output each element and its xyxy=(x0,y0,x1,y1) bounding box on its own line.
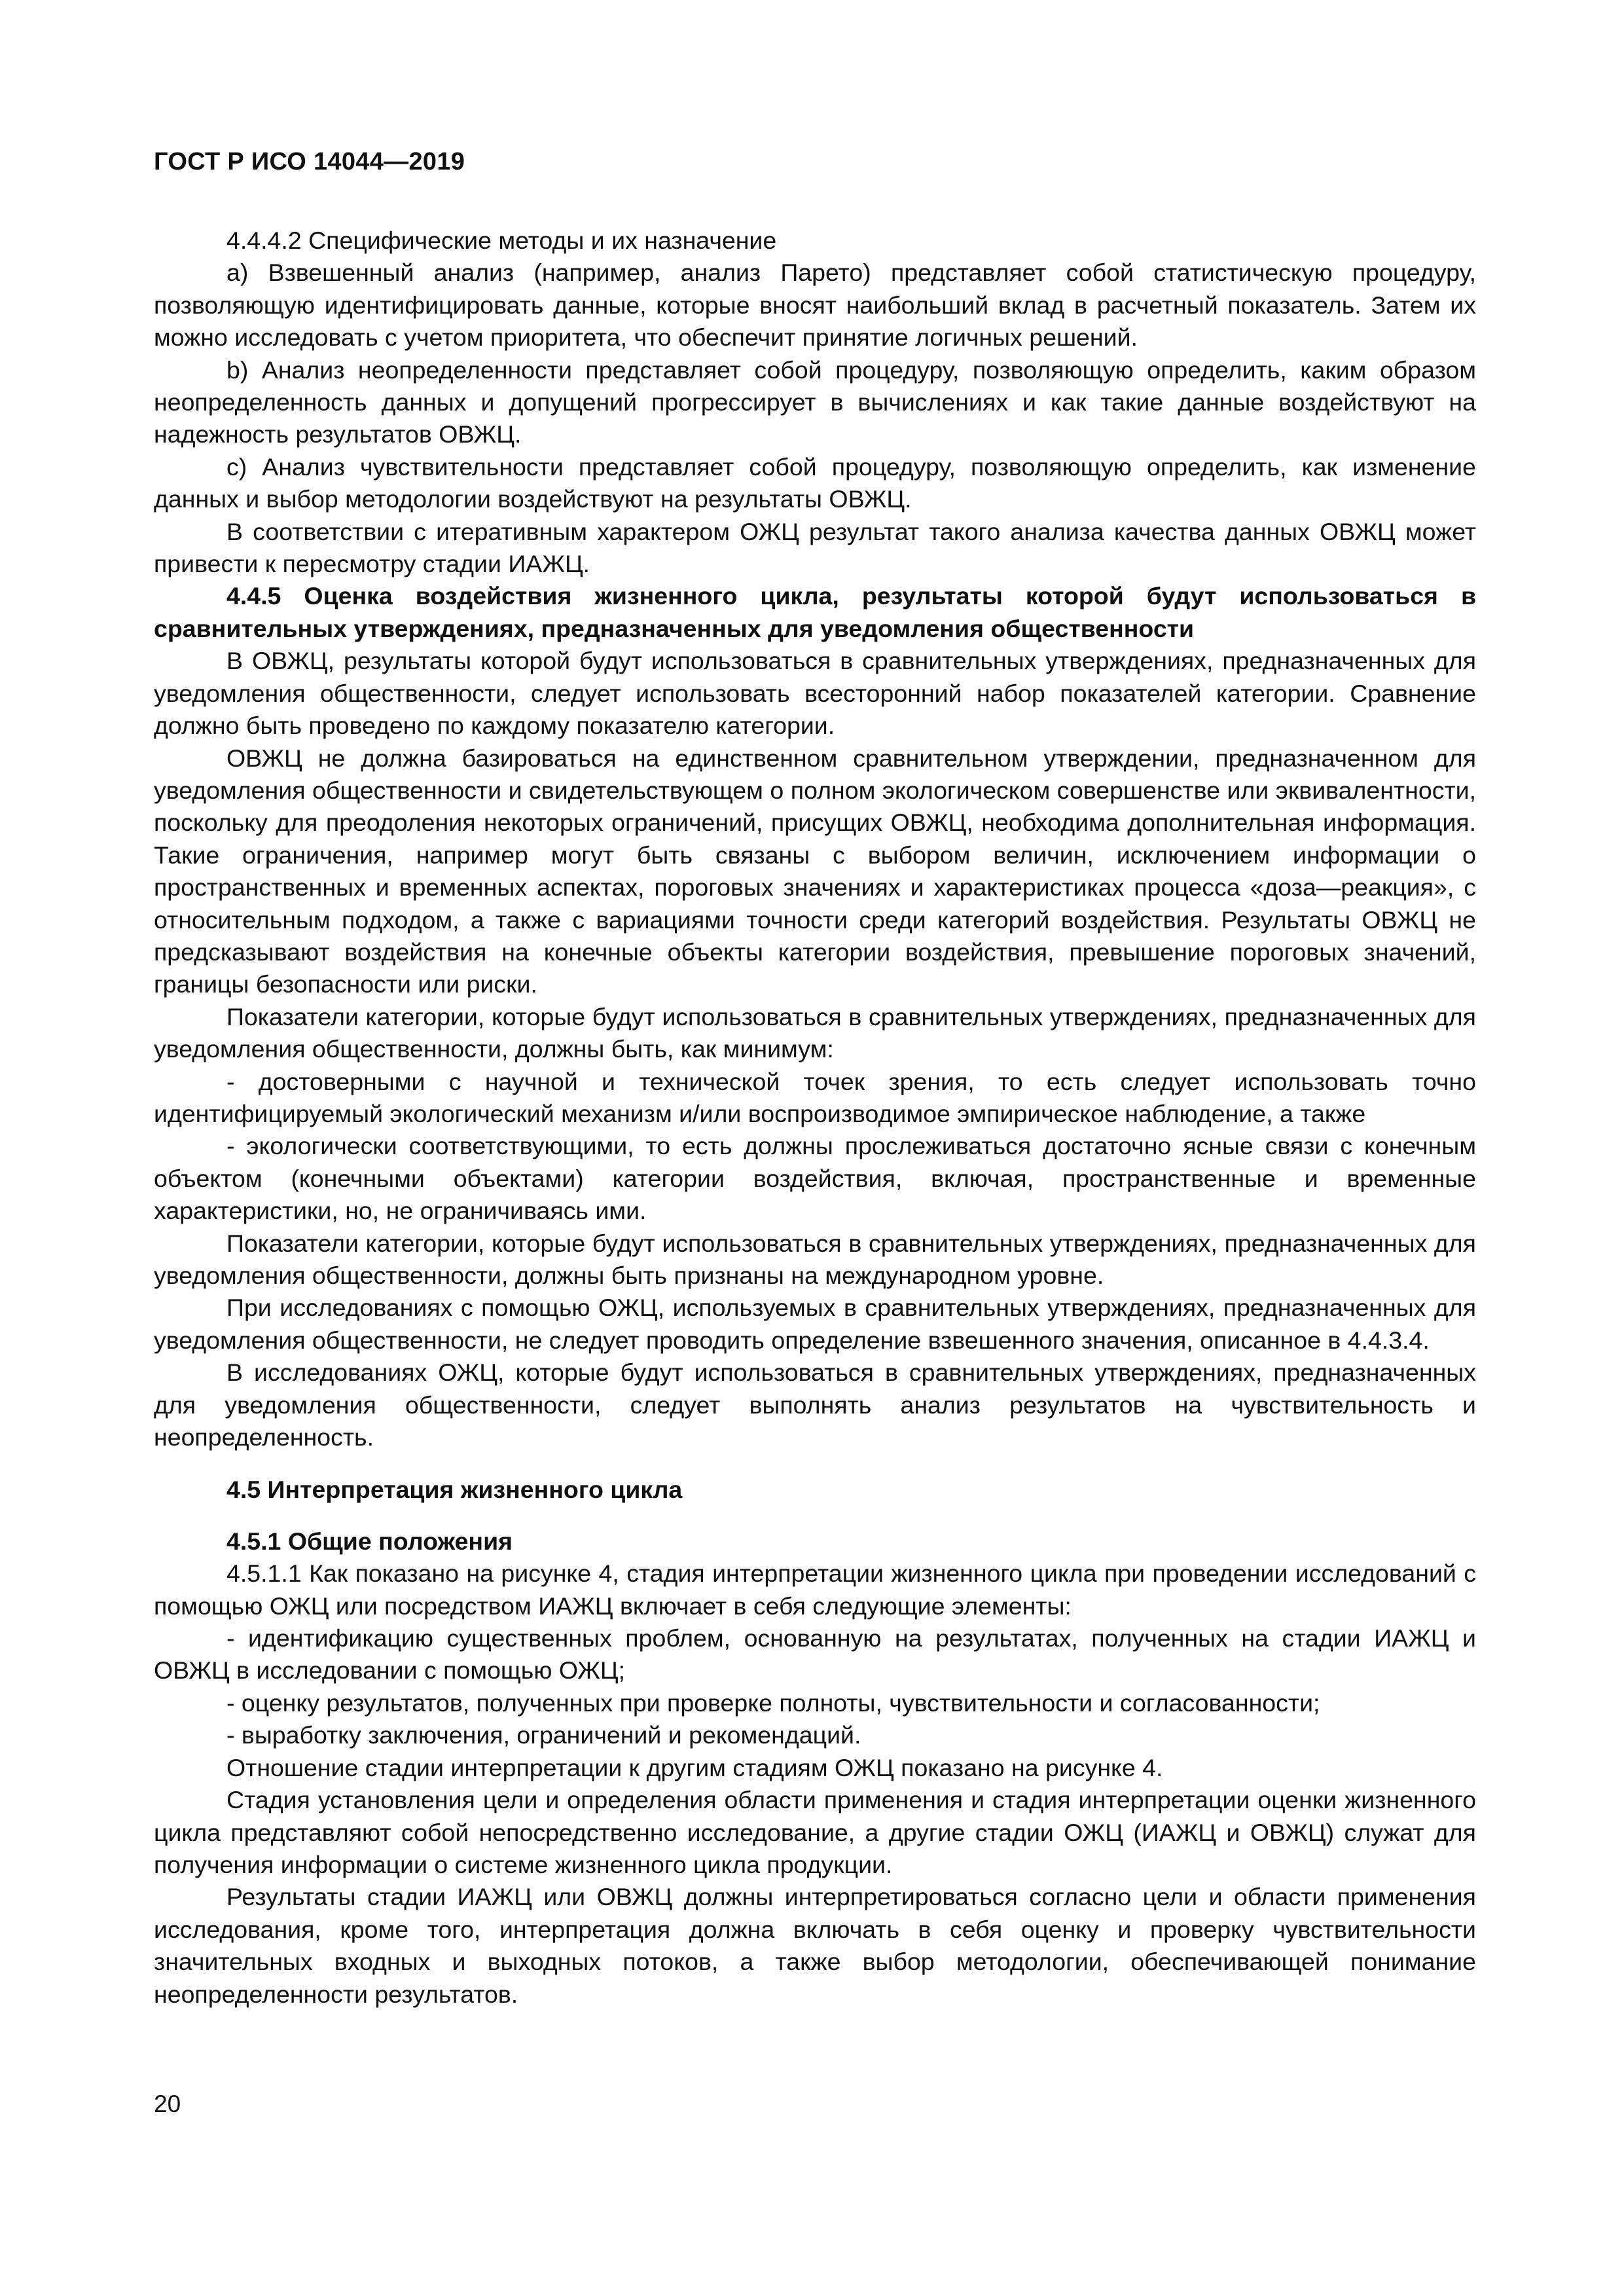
paragraph: При исследованиях с помощью ОЖЦ, используемых в сравнительных утверждениях, предназначенных для уведомления общественности, не следует проводить определение взвешенного значения, описанное в 4.4.3.4. xyxy=(154,1294,1476,1354)
paragraph: В ОВЖЦ, результаты которой будут использоваться в сравнительных утверждениях, предназначенных для уведомления общественности, следует использовать всесторонний набор показателей категории. Сравнение должно быть проведено по каждому показателю категории. xyxy=(154,647,1476,740)
list-item: - экологически соответствующими, то есть должны прослеживаться достаточно ясные связи с конечным объектом (конечными объектами) категории воздействия, включая, пространственные и временные характеристики, но, не ограничиваясь ими. xyxy=(154,1132,1476,1225)
paragraph: Результаты стадии ИАЖЦ или ОВЖЦ должны интерпретироваться согласно цели и области применения исследования, кроме того, интерпретация должна включать в себя оценку и проверку чувствительности значительных входных и выходных потоков, а также выбор методологии, обеспечивающей понимание неопределенности результатов. xyxy=(154,1883,1476,2008)
paragraph: Отношение стадии интерпретации к другим стадиям ОЖЦ показано на рисунке 4. xyxy=(226,1753,1163,1781)
section-heading-4-5: 4.5 Интерпретация жизненного цикла xyxy=(226,1476,683,1504)
paragraph: b) Анализ неопределенности представляет собой процедуру, позволяющую определить, каким образом неопределенность данных и допущений прогрессирует в вычислениях и как такие данные воздействуют на надежность результатов ОВЖЦ. xyxy=(154,355,1476,448)
list-item: - идентификацию существенных проблем, основанную на результатах, полученных на стадии ИАЖЦ и ОВЖЦ в исследовании с помощью ОЖЦ; xyxy=(154,1624,1476,1685)
paragraph: Показатели категории, которые будут использоваться в сравнительных утверждениях, предназначенных для уведомления общественности, должны быть признаны на международном уровне. xyxy=(154,1229,1476,1289)
page-number: 20 xyxy=(154,2090,181,2117)
paragraph: Показатели категории, которые будут использоваться в сравнительных утверждениях, предназначенных для уведомления общественности, должны быть, как минимум: xyxy=(154,1002,1476,1063)
paragraph: Стадия установления цели и определения области применения и стадия интерпретации оценки жизненного цикла представляют собой непосредственно исследование, а другие стадии ОЖЦ (ИАЖЦ и ОВЖЦ) служат для получения информации о системе жизненного цикла продукции. xyxy=(154,1786,1476,1878)
document-body xyxy=(154,225,1476,2011)
paragraph: 4.5.1.1 Как показано на рисунке 4, стадия интерпретации жизненного цикла при проведении исследований с помощью ОЖЦ или посредством ИАЖЦ включает в себя следующие элементы: xyxy=(154,1559,1476,1620)
paragraph: ОВЖЦ не должна базироваться на единственном сравнительном утверждении, предназначенном для уведомления общественности и свидетельствующем о полном экологическом совершенстве или эквивалентности, поскольку для преодоления некоторых ограничений, присущих ОВЖЦ, необходима дополнительная информация. Такие ограничения, например могут быть связаны с выбором величин, исключением информации о пространственных и временных аспектах, пороговых значениях и характеристиках процесса «доза—реакция», с относительным подходом, а также с вариациями точности среди категорий воздействия. Результаты ОВЖЦ не предсказывают воздействия на конечные объекты категории воздействия, превышение пороговых значений, границы безопасности или риски. xyxy=(154,744,1476,998)
standard-header: ГОСТ Р ИСО 14044—2019 xyxy=(154,148,465,175)
section-heading-4-5-1: 4.5.1 Общие положения xyxy=(226,1527,513,1555)
paragraph: c) Анализ чувствительности представляет собой процедуру, позволяющую определить, как изменение данных и выбор методологии воздействуют на результаты ОВЖЦ. xyxy=(154,452,1476,513)
list-item: - оценку результатов, полученных при проверке полноты, чувствительности и согласованности; xyxy=(226,1688,1320,1717)
section-title-4-4-5: 4.4.5 Оценка воздействия жизненного цикла, результаты которой будут использоваться в сравнительных утверждениях, предназначенных для уведомления общественности xyxy=(154,582,1476,642)
paragraph: a) Взвешенный анализ (например, анализ Парето) представляет собой статистическую процедуру, позволяющую идентифицировать данные, которые вносят наибольший вклад в расчетный показатель. Затем их можно исследовать с учетом приоритета, что обеспечит принятие логичных решений. xyxy=(154,259,1476,352)
paragraph: В исследованиях ОЖЦ, которые будут использоваться в сравнительных утверждениях, предназначенных для уведомления общественности, следует выполнять анализ результатов на чувствительность и неопределенность. xyxy=(154,1358,1476,1451)
list-item: - выработку заключения, ограничений и рекомендаций. xyxy=(226,1721,861,1749)
list-item: - достоверными с научной и технической точек зрения, то есть следует использовать точно идентифицируемый экологический механизм и/или воспроизводимое эмпирическое наблюдение, а также xyxy=(154,1067,1476,1127)
paragraph: 4.4.4.2 Специфические методы и их назначение xyxy=(226,227,777,254)
paragraph: В соответствии с итеративным характером ОЖЦ результат такого анализа качества данных ОВЖЦ может привести к пересмотру стадии ИАЖЦ. xyxy=(154,517,1476,578)
